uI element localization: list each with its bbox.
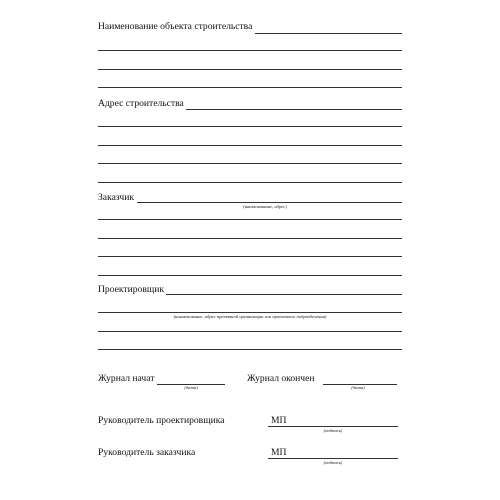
object-name-field[interactable] <box>255 33 402 34</box>
address-field[interactable] <box>186 109 402 110</box>
journal-started-label: Журнал начат <box>98 373 155 384</box>
object-name-line-2[interactable] <box>98 50 402 51</box>
journal-finished-label: Журнал окончен <box>247 373 315 384</box>
address-line-4[interactable] <box>98 163 402 164</box>
customer-line-5[interactable] <box>98 275 402 276</box>
designer-head-stamp: МП <box>271 415 287 426</box>
object-name-label: Наименование объекта строительства <box>98 21 253 32</box>
customer-line-3[interactable] <box>98 238 402 239</box>
customer-head-stamp: МП <box>271 447 287 458</box>
customer-head-caption: (подпись) <box>323 460 343 465</box>
designer-line-3[interactable] <box>98 331 402 332</box>
designer-head-caption: (подпись) <box>323 428 343 433</box>
customer-head-label: Руководитель заказчика <box>98 447 196 458</box>
designer-field[interactable] <box>166 294 402 295</box>
journal-started-caption: (дата) <box>184 385 198 390</box>
designer-label: Проектировщик <box>98 284 165 295</box>
address-line-5[interactable] <box>98 182 402 183</box>
customer-label: Заказчик <box>98 192 135 203</box>
object-name-line-4[interactable] <box>98 87 402 88</box>
designer-line-4[interactable] <box>98 349 402 350</box>
address-label: Адрес строительства <box>98 98 184 109</box>
designer-caption: (наименование, адрес проектной организации или проектного подразделения) <box>173 314 327 319</box>
customer-head-signature-field[interactable] <box>268 458 398 459</box>
designer-line-2[interactable] <box>98 312 402 313</box>
customer-line-2[interactable] <box>98 219 402 220</box>
address-line-3[interactable] <box>98 145 402 146</box>
journal-finished-caption: (дата) <box>351 385 365 390</box>
customer-caption: (наименование, адрес) <box>243 204 287 209</box>
customer-line-4[interactable] <box>98 256 402 257</box>
address-line-2[interactable] <box>98 126 402 127</box>
customer-field[interactable] <box>137 202 402 203</box>
object-name-line-3[interactable] <box>98 69 402 70</box>
designer-head-label: Руководитель проектировщика <box>98 415 225 426</box>
designer-head-signature-field[interactable] <box>268 426 398 427</box>
